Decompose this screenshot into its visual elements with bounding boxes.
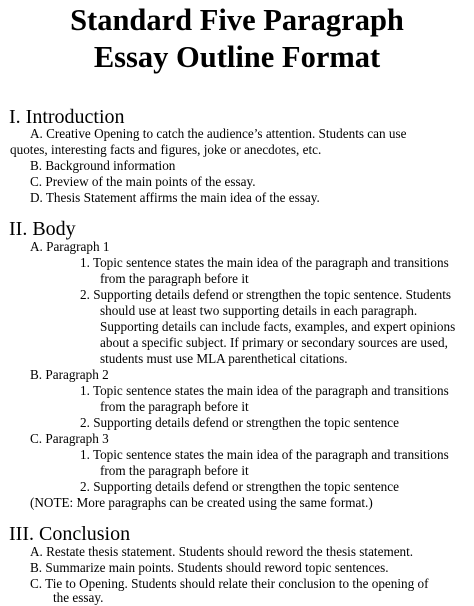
conclusion-item-c-cont: the essay.: [53, 590, 104, 605]
intro-item-a-cont: quotes, interesting facts and figures, joke or anecdotes, etc.: [10, 142, 322, 157]
conclusion-item-a: A. Restate thesis statement. Students should reword the thesis statement.: [30, 544, 414, 559]
p1-item-2-cont-3: about a specific subject. If primary or secondary sources are used,: [100, 335, 448, 350]
p3-item-1: 1. Topic sentence states the main idea of the paragraph and transitions: [80, 447, 449, 462]
conclusion-item-b: B. Summarize main points. Students should reword topic sentences.: [30, 560, 389, 575]
section-heading-introduction: I. Introduction: [9, 106, 125, 128]
p1-item-1: 1. Topic sentence states the main idea of the paragraph and transitions: [80, 255, 449, 270]
p1-item-2-cont-4: students must use MLA parenthetical citations.: [100, 351, 348, 366]
body-paragraph-2-label: B. Paragraph 2: [30, 367, 109, 382]
body-note: (NOTE: More paragraphs can be created using the same format.): [30, 495, 373, 510]
section-heading-conclusion: III. Conclusion: [9, 523, 131, 545]
body-paragraph-1-label: A. Paragraph 1: [30, 239, 110, 254]
p3-item-1-cont: from the paragraph before it: [100, 463, 249, 478]
document-title-line-1: Standard Five Paragraph: [70, 3, 404, 37]
p3-item-2: 2. Supporting details defend or strengthen the topic sentence: [80, 479, 399, 494]
p2-item-2: 2. Supporting details defend or strengthen the topic sentence: [80, 415, 399, 430]
body-paragraph-3-label: C. Paragraph 3: [30, 431, 109, 446]
p1-item-1-cont: from the paragraph before it: [100, 271, 249, 286]
p1-item-2-cont-2: Supporting details can include facts, examples, and expert opinions: [100, 319, 456, 334]
intro-item-a: A. Creative Opening to catch the audience’s attention. Students can use: [30, 126, 407, 141]
p1-item-2-cont-1: should use at least two supporting details in each paragraph.: [100, 303, 418, 318]
p1-item-2: 2. Supporting details defend or strengthen the topic sentence. Students: [80, 287, 452, 302]
p2-item-1: 1. Topic sentence states the main idea of the paragraph and transitions: [80, 383, 449, 398]
p2-item-1-cont: from the paragraph before it: [100, 399, 249, 414]
document-title-line-2: Essay Outline Format: [93, 40, 381, 74]
intro-item-d: D. Thesis Statement affirms the main idea of the essay.: [30, 190, 320, 205]
conclusion-item-c: C. Tie to Opening. Students should relate their conclusion to the opening of: [30, 576, 429, 591]
section-heading-body: II. Body: [9, 218, 76, 240]
intro-item-c: C. Preview of the main points of the essay.: [30, 174, 256, 189]
intro-item-b: B. Background information: [30, 158, 176, 173]
